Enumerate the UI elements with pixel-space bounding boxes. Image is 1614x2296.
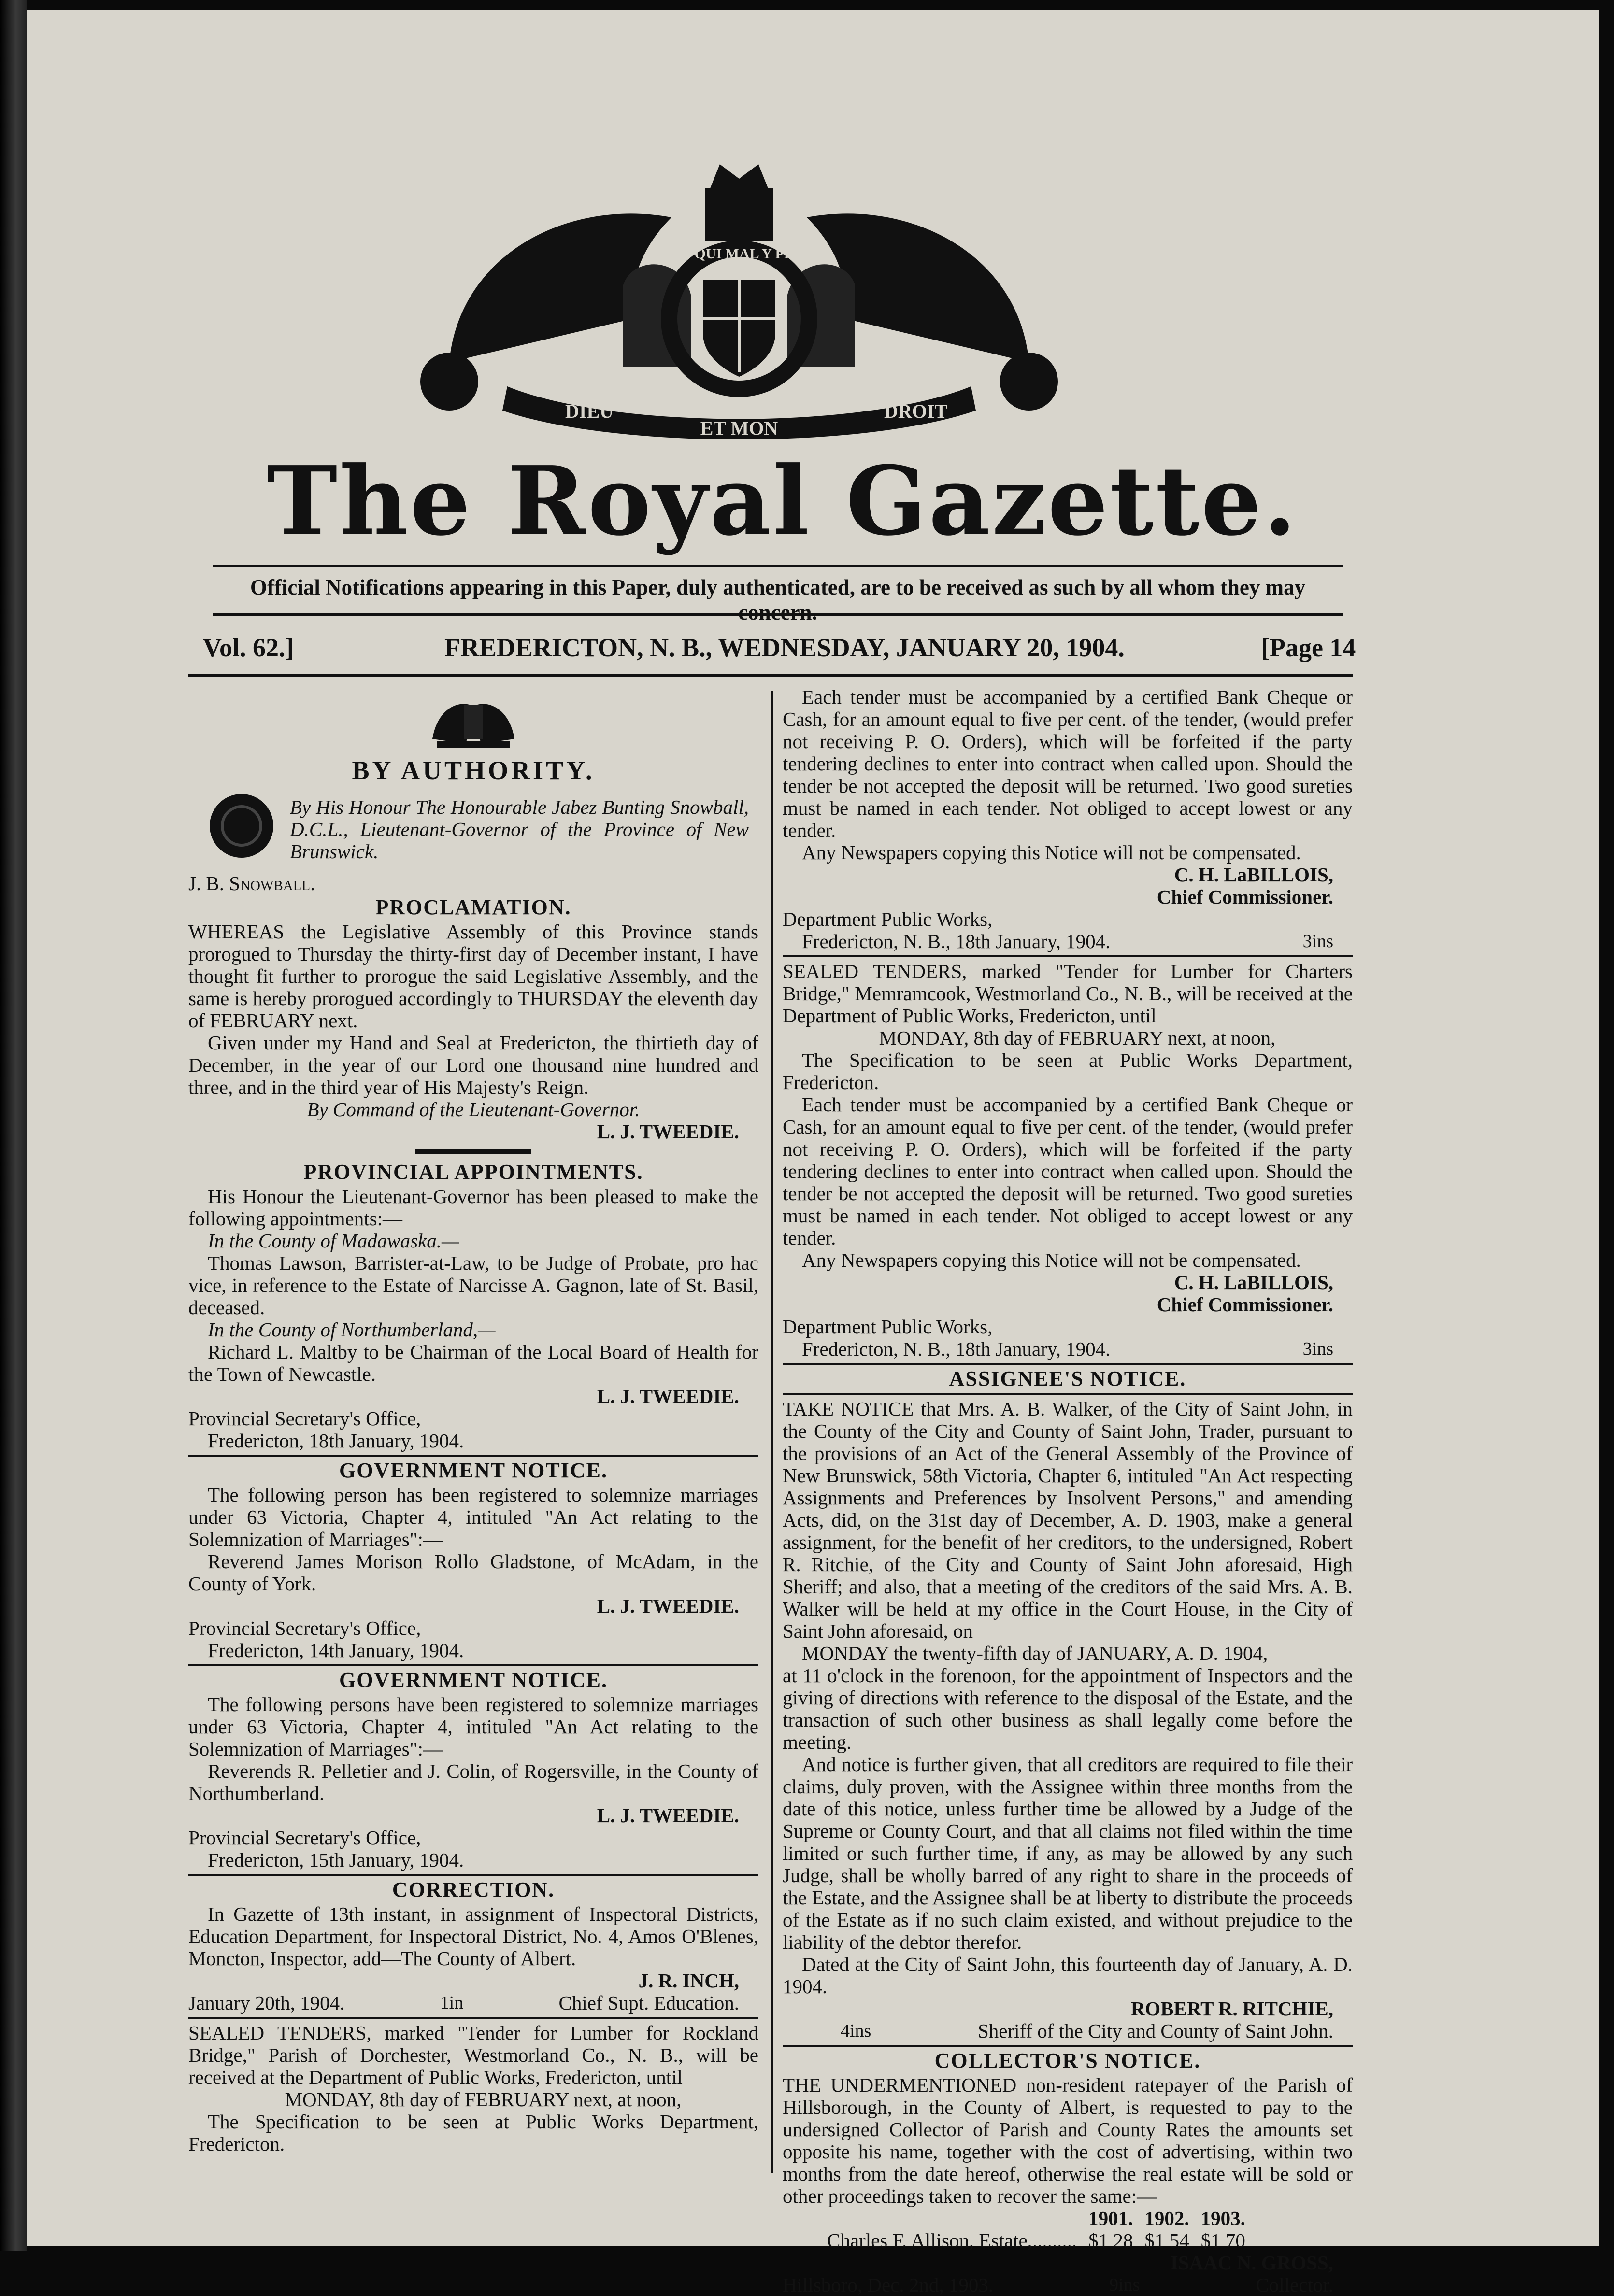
- divider: [783, 1393, 1353, 1395]
- royal-coat-of-arms: [420, 159, 1058, 449]
- correction-date: January 20th, 1904.: [188, 1992, 345, 2014]
- prov-intro: His Honour the Lieutenant-Governor has been pleased to make the following appointments:—: [188, 1185, 758, 1230]
- scroll-left: DIEU: [565, 400, 614, 422]
- specification-1: The Specification to be seen at Public Works Department, Fredericton.: [188, 2111, 758, 2155]
- collector-body: THE UNDERMENTIONED non-resident ratepayer of the Parish of Hillsborough, in the County of Albert, is requested to pay to the undersigned Collector of Parish and County Rates the amounts set opposite his name, together with the cost of advertising, within two months from the date hereof, otherwise the real estate will be sold or other proceedings taken to recover the same:—: [783, 2074, 1353, 2207]
- proclamation-heading: PROCLAMATION.: [375, 895, 571, 919]
- prov-office-3: Provincial Secretary's Office,: [188, 1827, 421, 1849]
- gross-signature: ISAAC N. GROSS,: [1170, 2252, 1333, 2274]
- table-row: [821, 2207, 1251, 2229]
- honour-line: By His Honour The Honourable Jabez Bunting Snowball, D.C.L., Lieutenant-Governor of the Province of New Brunswick.: [290, 796, 749, 863]
- county-northumberland: In the County of Northumberland,—: [208, 1318, 496, 1341]
- amount-1903: $1 70: [1200, 2229, 1245, 2252]
- gov-notice-2-names: Reverends R. Pelletier and J. Colin, of Rogersville, in the County of Northumberland.: [188, 1760, 758, 1804]
- collector-title: Collector.: [1256, 2274, 1333, 2296]
- column-divider: [771, 691, 773, 2173]
- volume: Vol. 62.]: [203, 633, 294, 662]
- labillois-signature-1: C. H. LaBILLOIS,: [1174, 864, 1333, 886]
- assignee-dated: Dated at the City of Saint John, this fourteenth day of January, A. D. 1904.: [783, 1953, 1353, 1998]
- monday-date-2: MONDAY, 8th day of FEBRUARY next, at noon,: [879, 1027, 1276, 1049]
- rates-table: [821, 2207, 1251, 2252]
- prov-office-2: Provincial Secretary's Office,: [188, 1617, 421, 1639]
- appointment-maltby: Richard L. Maltby to be Chairman of the Local Board of Health for the Town of Newcastle.: [188, 1341, 758, 1385]
- tender-conditions-2: Each tender must be accompanied by a certified Bank Cheque or Cash, for an amount equal to five per cent. of the tender, (would prefer not receiving P. O. Orders), which will be forfeited if the party tendering declines to enter into contract when called upon. Should the tender be not accepted the deposit will be returned. Two good sureties must be named in each tender. Not obliged to accept lowest or any tender.: [783, 1093, 1353, 1249]
- prov-office-1: Provincial Secretary's Office,: [188, 1407, 421, 1430]
- fee-3ins-2: 3ins: [1302, 1339, 1333, 1359]
- by-authority-heading: BY AUTHORITY.: [352, 756, 595, 785]
- garter-motto: SOIT QUI MAL Y PENSE: [656, 246, 822, 262]
- masthead-rule: [213, 565, 1343, 567]
- newspapers-note-1: Any Newspapers copying this Notice will not be compensated.: [802, 841, 1301, 864]
- tagline: Official Notifications appearing in this Paper, duly authenticated, are to be received as such by all whom they may concern.: [250, 575, 1306, 624]
- prov-date-3: Fredericton, 15th January, 1904.: [208, 1849, 464, 1871]
- tweedie-signature-2: L. J. TWEEDIE.: [597, 1385, 739, 1407]
- tweedie-signature-4: L. J. TWEEDIE.: [597, 1804, 739, 1827]
- scroll-right: DROIT: [884, 400, 948, 422]
- tagline-rule: [213, 613, 1343, 616]
- right-column: [783, 686, 1353, 2296]
- year-1902: 1902.: [1144, 2207, 1189, 2229]
- inch-signature: J. R. INCH,: [638, 1970, 739, 1992]
- chief-commissioner-1: Chief Commissioner.: [1157, 886, 1333, 908]
- labillois-signature-2: C. H. LaBILLOIS,: [1174, 1271, 1333, 1293]
- assignee-further-notice: And notice is further given, that all creditors are required to file their claims, duly proven, with the Assignee within three months from the date of this notice, unless further time be allowed by a Judge of the Supreme or County Court, and that all claims not filed within the time limited or such further time, if any, as may be allowed by any such Judge, shall be wholly barred of any right to share in the proceeds of the Estate, and the Assignee shall be at liberty to distribute the proceeds of the Estate as if no such claim existed, and without prejudice to the liability of the debtor therefor.: [783, 1753, 1353, 1953]
- scanner-edge: [0, 0, 27, 2251]
- ritchie-signature: ROBERT R. RITCHIE,: [1130, 1998, 1333, 2020]
- dept-date-1: Fredericton, N. B., 18th January, 1904.: [802, 930, 1111, 952]
- chief-commissioner-2: Chief Commissioner.: [1157, 1293, 1333, 1316]
- gov-notice-1-name: Reverend James Morison Rollo Gladstone, of McAdam, in the County of York.: [188, 1550, 758, 1595]
- government-notice-heading-2: GOVERNMENT NOTICE.: [339, 1668, 608, 1692]
- amount-1902: $1 54: [1144, 2229, 1189, 2252]
- scroll-mid: ET MON: [700, 417, 778, 439]
- table-row: [821, 2229, 1251, 2252]
- divider: [188, 1455, 758, 1457]
- page-number: [Page 14: [1261, 633, 1356, 662]
- signer: J. B. Snowball.: [188, 872, 315, 894]
- tweedie-signature-3: L. J. TWEEDIE.: [597, 1595, 739, 1617]
- provincial-appointments-heading: PROVINCIAL APPOINTMENTS.: [303, 1160, 643, 1184]
- tweedie-signature-1: L. J. TWEEDIE.: [597, 1120, 739, 1143]
- assignee-monday: MONDAY the twenty-fifth day of JANUARY, A. D. 1904,: [802, 1642, 1268, 1664]
- appointment-lawson: Thomas Lawson, Barrister-at-Law, to be Judge of Probate, pro hac vice, in reference to the Estate of Narcisse A. Gagnon, late of St. Basil, deceased.: [188, 1252, 758, 1318]
- sealed-tenders-charters: SEALED TENDERS, marked "Tender for Lumber for Charters Bridge," Memramcook, Westmorland Co., N. B., will be received at the Department of Public Works, Fredericton, until: [783, 960, 1353, 1027]
- year-1903: 1903.: [1200, 2207, 1245, 2229]
- ratepayer-name: Charles F. Allison, Estate,.........: [827, 2229, 1077, 2252]
- assignee-time: at 11 o'clock in the forenoon, for the appointment of Inspectors and the giving of directions with reference to the disposal of the Estate, and the transaction of such other business as shall legally come before the meeting.: [783, 1664, 1353, 1753]
- proclamation-body: WHEREAS the Legislative Assembly of this Province stands prorogued to Thursday the thirty-first day of December instant, I have thought fit further to prorogue the said Legislative Assembly, and the same is hereby prorogued accordingly to THURSDAY the eleventh day of FEBRUARY next.: [188, 921, 758, 1032]
- inch-title: Chief Supt. Education.: [558, 1992, 739, 2014]
- command-line: By Command of the Lieutenant-Governor.: [307, 1098, 640, 1120]
- newspapers-note-2: Any Newspapers copying this Notice will not be compensated.: [802, 1249, 1301, 1271]
- masthead-title: The Royal Gazette.: [267, 446, 1299, 557]
- amount-1901: $1 28: [1088, 2229, 1133, 2252]
- divider: [783, 2045, 1353, 2047]
- dept-date-2: Fredericton, N. B., 18th January, 1904.: [802, 1338, 1111, 1360]
- year-1901: 1901.: [1088, 2207, 1133, 2229]
- divider: [188, 1664, 758, 1666]
- left-column: [188, 686, 758, 2155]
- sheriff-title: Sheriff of the City and County of Saint John.: [977, 2020, 1333, 2042]
- collectors-notice-heading: COLLECTOR'S NOTICE.: [934, 2049, 1201, 2072]
- small-crest-icon: [428, 691, 519, 753]
- fee-4ins: 4ins: [841, 2021, 871, 2041]
- divider: [188, 2017, 758, 2019]
- divider: [783, 955, 1353, 957]
- prov-date-1: Fredericton, 18th January, 1904.: [208, 1430, 464, 1452]
- assignee-body: TAKE NOTICE that Mrs. A. B. Walker, of the City of Saint John, in the County of the City and County of Saint John, Trader, pursuant to the provisions of an Act of the General Assembly of the Province of New Brunswick, 58th Victoria, Chapter 6, intituled "An Act respecting Assignments and Preferences by Insolvent Persons," and amending Acts, did, on the 31st day of December, A. D. 1903, make a general assignment, for the benefit of her creditors, to the undersigned, Robert R. Ritchie, of the City and County of Saint John aforesaid, High Sheriff; and also, that a meeting of the creditors of the said Mrs. A. B. Walker will be held at my office in the Court House, in the City of Saint John aforesaid, on: [783, 1398, 1353, 1642]
- given-under-seal: Given under my Hand and Seal at Fredericton, the thirtieth day of December, in the year of our Lord one thousand nine hundred and three, and in the third year of His Majesty's Reign.: [188, 1032, 758, 1098]
- government-notice-heading-1: GOVERNMENT NOTICE.: [339, 1459, 608, 1482]
- prov-date-2: Fredericton, 14th January, 1904.: [208, 1639, 464, 1661]
- assignee-notice-heading: ASSIGNEE'S NOTICE.: [949, 1367, 1186, 1390]
- county-madawaska: In the County of Madawaska.—: [208, 1230, 459, 1252]
- sealed-tenders-rockland: SEALED TENDERS, marked "Tender for Lumber for Rockland Bridge," Parish of Dorchester, Westmorland Co., N. B., will be received at the Department of Public Works, Fredericton, until: [188, 2022, 758, 2088]
- seal-icon: [208, 792, 275, 860]
- correction-body: In Gazette of 13th instant, in assignment of Inspectoral Districts, Education Department, for Inspectoral District, No. 4, Amos O'Blenes, Moncton, Inspector, add—The County of Albert.: [188, 1903, 758, 1970]
- place-date: FREDERICTON, N. B., WEDNESDAY, JANUARY 20, 1904.: [444, 633, 1125, 662]
- correction-fee: 1in: [440, 1993, 464, 2013]
- dateline-rule: [188, 674, 1353, 677]
- monday-date-1: MONDAY, 8th day of FEBRUARY next, at noon,: [285, 2088, 682, 2111]
- correction-heading: CORRECTION.: [392, 1878, 555, 1901]
- fee-9ins: 9ins: [1109, 2275, 1140, 2295]
- gov-notice-2-body: The following persons have been registered to solemnize marriages under 63 Victoria, Chapter 4, intituled "An Act relating to the Solemnization of Marriages":—: [188, 1693, 758, 1760]
- short-rule: [415, 1149, 531, 1154]
- dept-public-works-2: Department Public Works,: [783, 1316, 993, 1338]
- divider: [188, 1874, 758, 1876]
- tender-conditions-1: Each tender must be accompanied by a certified Bank Cheque or Cash, for an amount equal to five per cent. of the tender, (would prefer not receiving P. O. Orders), which will be forfeited if the party tendering declines to enter into contract when called upon. Should the tender be not accepted the deposit will be returned. Two good sureties must be named in each tender. Not obliged to accept lowest or any tender.: [783, 686, 1353, 841]
- gov-notice-1-body: The following person has been registered to solemnize marriages under 63 Victoria, Chapter 4, intituled "An Act relating to the Solemnization of Marriages":—: [188, 1484, 758, 1550]
- divider: [783, 1363, 1353, 1365]
- hillsboro-date: Hillsboro, Dec. 2nd, 1903.: [783, 2274, 994, 2296]
- dept-public-works-1: Department Public Works,: [783, 908, 993, 930]
- fee-3ins-1: 3ins: [1302, 931, 1333, 951]
- specification-2: The Specification to be seen at Public Works Department, Fredericton.: [783, 1049, 1353, 1093]
